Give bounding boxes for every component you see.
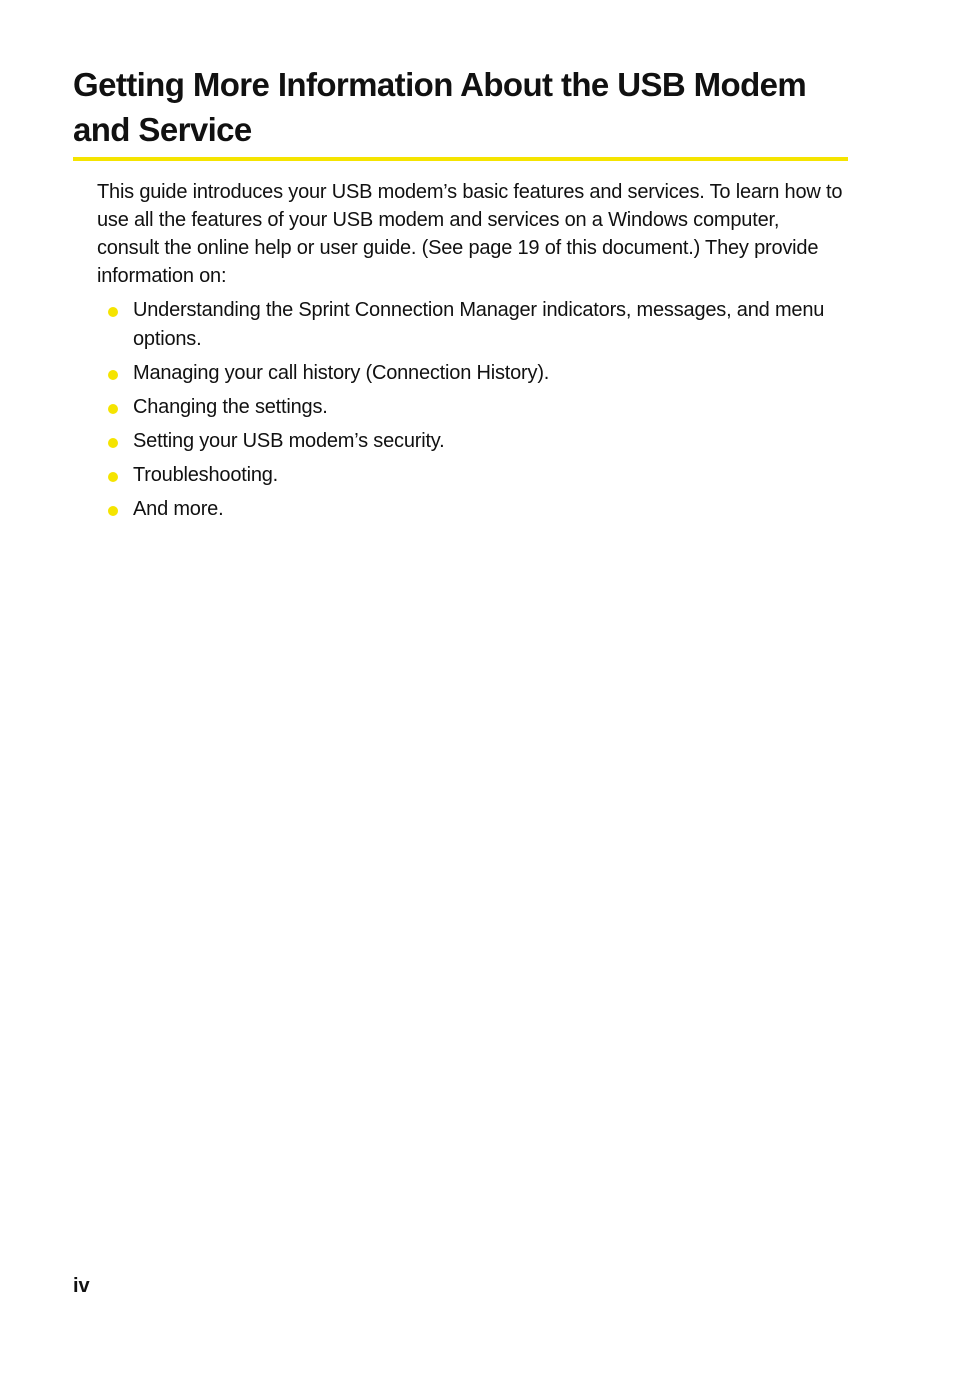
- page-number: iv: [73, 1275, 90, 1297]
- list-item-text: Managing your call history (Connection History).: [133, 362, 550, 384]
- list-item-text: Changing the settings.: [133, 396, 328, 418]
- info-bullet-list: [105, 296, 845, 529]
- bullet-dot-icon: [108, 307, 118, 317]
- list-item-text: Troubleshooting.: [133, 464, 279, 486]
- page-title: Getting More Information About the USB Modem and Service: [73, 66, 807, 148]
- bullet-dot-icon: [108, 438, 118, 448]
- list-item: [105, 296, 845, 354]
- list-item: [105, 427, 845, 456]
- list-item-text: Setting your USB modem’s security.: [133, 430, 445, 452]
- bullet-dot-icon: [108, 506, 118, 516]
- list-item: [105, 393, 845, 422]
- list-item: [105, 461, 845, 490]
- bullet-dot-icon: [108, 472, 118, 482]
- bullet-dot-icon: [108, 370, 118, 380]
- list-item: [105, 495, 845, 524]
- list-item-text: Understanding the Sprint Connection Manager indicators, messages, and menu options.: [133, 299, 825, 350]
- title-underline: [73, 157, 848, 161]
- intro-paragraph: This guide introduces your USB modem’s basic features and services. To learn how to use all the features of your USB modem and services on a Windows computer, consult the online help or user guide. (See page 19 of this document.) They provide information on:: [97, 181, 843, 287]
- list-item-text: And more.: [133, 498, 224, 520]
- bullet-dot-icon: [108, 404, 118, 414]
- list-item: [105, 359, 845, 388]
